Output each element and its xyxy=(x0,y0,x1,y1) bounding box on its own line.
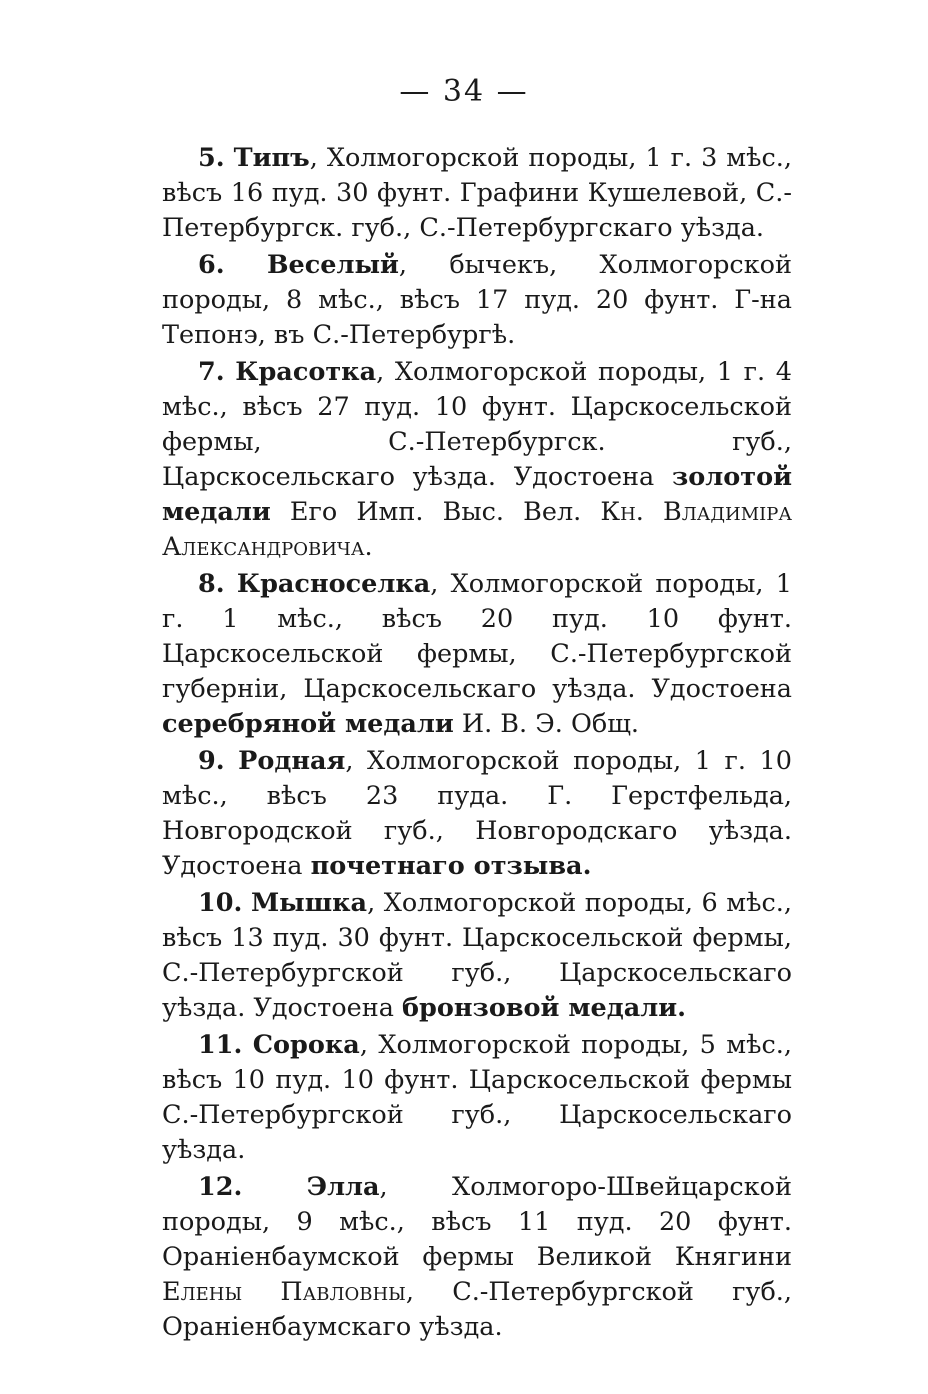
animal-name: Веселый xyxy=(266,250,399,280)
entry-text: , бычекъ, Холмогорской породы, 8 мѣс., вѣсъ 17 пуд. 20 фунт. Г-на Тепонэ, въ С.-Петербургѣ. xyxy=(162,250,792,350)
entry-9 xyxy=(162,744,792,884)
entry-7 xyxy=(162,355,792,565)
entry-text: , Холмогорской породы, 1 г. 10 мѣс., вѣсъ 23 пуда. Г. Герстфельда, Новгородской губ., Новгородскаго уѣзда. Удостоена xyxy=(162,746,792,881)
entry-text: , Холмогорской породы, 6 мѣс., вѣсъ 13 пуд. 30 фунт. Царскосельской фермы, С.-Петербургской губ., Царскосельскаго уѣзда. Удостоена xyxy=(162,888,792,1023)
animal-name: Красотка xyxy=(235,357,377,387)
entry-number: 5. xyxy=(198,143,225,173)
entry-11 xyxy=(162,1028,792,1168)
patron-name: Елены Павловны xyxy=(162,1277,406,1307)
entry-text-after: Его Имп. Выс. Вел. xyxy=(270,497,601,527)
entry-number: 12. xyxy=(198,1172,243,1202)
entry-text: , Холмогорской породы, 1 г. 3 мѣс., вѣсъ 16 пуд. 30 фунт. Графини Кушелевой, С.-Петербургск. губ., С.-Петербургскаго уѣзда. xyxy=(162,143,793,243)
award-text: бронзовой медали. xyxy=(402,993,687,1023)
entry-list xyxy=(162,141,792,1345)
animal-name: Элла xyxy=(306,1172,380,1202)
entry-number: 10. xyxy=(198,888,243,918)
entry-8 xyxy=(162,567,792,742)
entry-5 xyxy=(162,141,792,246)
animal-name: Мышка xyxy=(250,888,368,918)
patron-name: Кн. Владиміра Александровича. xyxy=(162,497,792,562)
entry-text: , Холмогорской породы, 1 г. 4 мѣс., вѣсъ 27 пуд. 10 фунт. Царскосельской фермы, С.-Петербургск. губ., Царскосельскаго уѣзда. Удостоена xyxy=(162,357,792,492)
entry-text: , Холмогорской породы, 1 г. 1 мѣс., вѣсъ 20 пуд. 10 фунт. Царскосельской фермы, С.-Петербургской губерніи, Царскосельскаго уѣзда. Удостоена xyxy=(162,569,792,704)
entry-number: 8. xyxy=(198,569,225,599)
entry-text: , Холмогоро-Швейцарской породы, 9 мѣс., вѣсъ 11 пуд. 20 фунт. Ораніенбаумской фермы Великой Княгини xyxy=(162,1172,792,1272)
entry-text-after: , С.-Петербургской губ., Ораніенбаумскаго уѣзда. xyxy=(162,1277,793,1342)
animal-name: Типъ xyxy=(233,143,310,173)
award-text: серебряной медали xyxy=(162,709,454,739)
entry-text-after: И. В. Э. Общ. xyxy=(453,709,640,739)
entry-number: 9. xyxy=(198,746,225,776)
page-number: — 34 — xyxy=(399,74,529,109)
entry-text: , Холмогорской породы, 5 мѣс., вѣсъ 10 пуд. 10 фунт. Царскосельской фермы С.-Петербургской губ., Царскосельскаго уѣзда. xyxy=(162,1030,792,1165)
entry-10 xyxy=(162,886,792,1026)
entry-number: 11. xyxy=(198,1030,243,1060)
animal-name: Красноселка xyxy=(236,569,431,599)
animal-name: Сорока xyxy=(252,1030,360,1060)
entry-number: 6. xyxy=(198,250,225,280)
animal-name: Родная xyxy=(238,746,346,776)
award-text: золотой медали xyxy=(162,462,792,527)
award-text: почетнаго отзыва. xyxy=(310,851,592,881)
entry-number: 7. xyxy=(198,357,225,387)
entry-6 xyxy=(162,248,792,353)
entry-12 xyxy=(162,1170,792,1345)
